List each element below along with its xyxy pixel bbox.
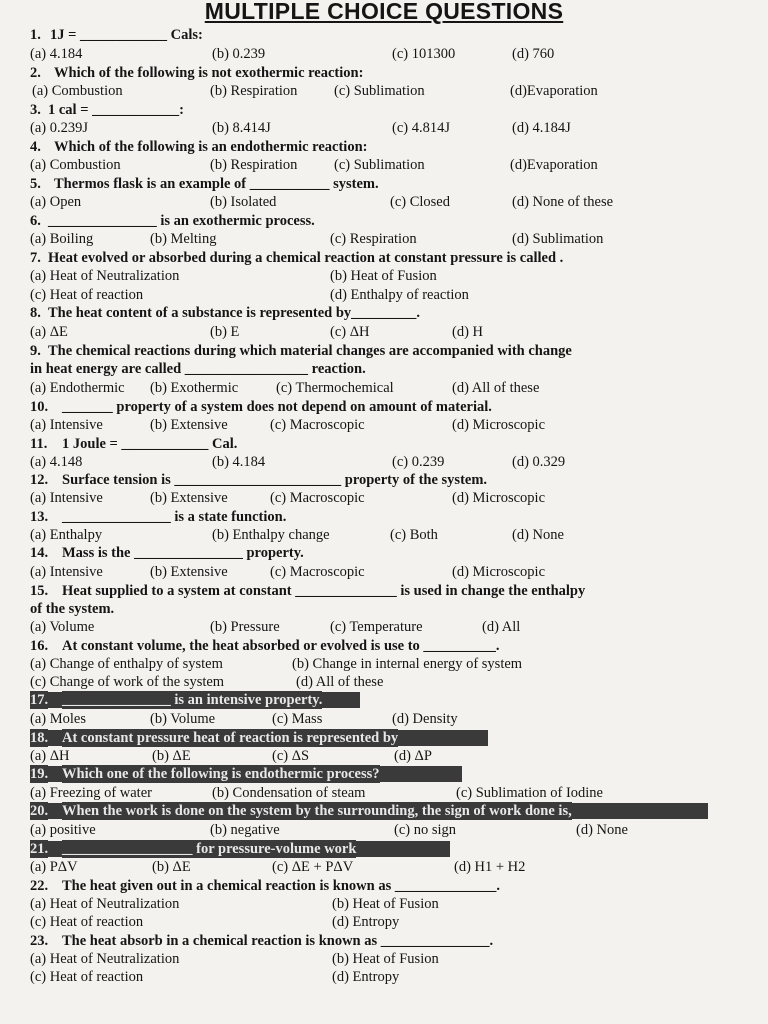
question-number: 10.: [30, 399, 49, 415]
question-number: 11.: [30, 436, 48, 452]
option-b: (b) Heat of Fusion: [332, 896, 439, 912]
question-number: 12.: [30, 472, 49, 488]
option-d: (d) Microscopic: [452, 417, 546, 433]
option-a: (a) PΔV: [30, 859, 78, 875]
question-text: Heat evolved or absorbed during a chemical reaction at constant pressure is called .: [48, 250, 564, 266]
question-7: [0, 249, 768, 267]
option-a: (a) Combustion: [30, 157, 121, 173]
question-text: Mass is the _______________ property.: [62, 545, 304, 561]
question-2: [0, 64, 768, 82]
option-d: (d) Sublimation: [512, 231, 604, 247]
question-text: Surface tension is _______________________ property of the system.: [62, 472, 488, 488]
question-number: 23.: [30, 933, 49, 949]
options-18: [0, 747, 768, 765]
options-22b: [0, 913, 768, 931]
question-number: 8.: [30, 305, 41, 321]
question-text-continued: of the system.: [30, 601, 115, 617]
question-1: [0, 26, 768, 44]
options-7a: [0, 267, 768, 285]
option-c: (c) 101300: [392, 46, 456, 62]
question-16: [0, 637, 768, 655]
question-text: Thermos flask is an example of ___________ system.: [54, 176, 379, 192]
question-text: 1 Joule = ____________ Cal.: [62, 436, 238, 452]
option-d: (d) H1 + H2: [454, 859, 526, 875]
option-c: (c) Heat of reaction: [30, 914, 144, 930]
option-d: (d) None: [576, 822, 628, 838]
question-text: _______________ is an exothermic process.: [48, 213, 315, 229]
question-9-cont: [0, 360, 768, 378]
option-b: (b) negative: [210, 822, 280, 838]
option-d: (d) 760: [512, 46, 555, 62]
question-number: 13.: [30, 509, 49, 525]
question-text: The heat given out in a chemical reaction is known as ______________.: [62, 878, 500, 894]
question-text: Which of the following is an endothermic reaction:: [54, 139, 368, 155]
question-15: [0, 582, 768, 600]
option-b: (b) ΔE: [152, 859, 191, 875]
option-c: (c) Respiration: [330, 231, 417, 247]
options-3: [0, 119, 768, 137]
option-a: (a) ΔE: [30, 324, 68, 340]
option-b: (b) Volume: [150, 711, 216, 727]
option-d: (d) None of these: [512, 194, 614, 210]
question-18: [0, 729, 768, 747]
question-text: When the work is done on the system by the surrounding, the sign of work done is,: [62, 803, 572, 819]
option-d: (d) All of these: [452, 380, 540, 396]
question-text: _______________ is an intensive property.: [62, 692, 323, 708]
option-c: (c) Closed: [390, 194, 450, 210]
options-19: [0, 784, 768, 802]
question-text: Which one of the following is endothermic process?: [62, 766, 380, 782]
question-23: [0, 932, 768, 950]
options-10: [0, 416, 768, 434]
question-text: 1 cal = ____________:: [48, 102, 184, 118]
options-8: [0, 323, 768, 341]
question-number: 6.: [30, 213, 41, 229]
option-c: (c) Sublimation of Iodine: [456, 785, 603, 801]
question-14: [0, 544, 768, 562]
question-text: Which of the following is not exothermic reaction:: [54, 65, 364, 81]
question-text: _______ property of a system does not depend on amount of material.: [62, 399, 492, 415]
option-c: (c) ΔH: [330, 324, 370, 340]
option-d: (d) All: [482, 619, 521, 635]
option-a: (a) 0.239J: [30, 120, 88, 136]
option-c: (c) Mass: [272, 711, 323, 727]
question-20: [0, 802, 768, 820]
options-17: [0, 710, 768, 728]
option-a: (a) Endothermic: [30, 380, 125, 396]
option-b: (b) Enthalpy change: [212, 527, 330, 543]
options-22a: [0, 895, 768, 913]
options-16b: [0, 673, 768, 691]
options-4: [0, 156, 768, 174]
option-b: (b) Change in internal energy of system: [292, 656, 523, 672]
option-a: (a) Change of enthalpy of system: [30, 656, 223, 672]
option-a: (a) Freezing of water: [30, 785, 152, 801]
question-19: [0, 765, 768, 783]
option-b: (b) Respiration: [210, 83, 298, 99]
option-b: (b) Heat of Fusion: [330, 268, 437, 284]
option-c: (c) no sign: [394, 822, 457, 838]
option-a: (a) Open: [30, 194, 82, 210]
question-number: 1.: [30, 27, 41, 43]
question-number: 9.: [30, 343, 41, 359]
option-a: (a) Combustion: [32, 83, 123, 99]
option-c: (c) Macroscopic: [270, 490, 365, 506]
question-text: Heat supplied to a system at constant ______________ is used in change the enthalpy: [62, 583, 586, 599]
options-9: [0, 379, 768, 397]
question-text: At constant volume, the heat absorbed or evolved is use to __________.: [62, 638, 500, 654]
question-3: [0, 101, 768, 119]
option-b: (b) Pressure: [210, 619, 280, 635]
question-number: 14.: [30, 545, 49, 561]
option-a: (a) positive: [30, 822, 96, 838]
question-12: [0, 471, 768, 489]
option-b: (b) Condensation of steam: [212, 785, 366, 801]
question-4: [0, 138, 768, 156]
options-23b: [0, 968, 768, 986]
question-text: 1J = ____________ Cals:: [50, 27, 203, 43]
option-d: (d) H: [452, 324, 484, 340]
option-b: (b) Respiration: [210, 157, 298, 173]
question-text: __________________ for pressure-volume work: [62, 841, 357, 857]
question-13: [0, 508, 768, 526]
option-a: (a) Heat of Neutralization: [30, 268, 180, 284]
option-b: (b) Isolated: [210, 194, 277, 210]
question-number: 22.: [30, 878, 49, 894]
option-d: (d)Evaporation: [510, 157, 598, 173]
option-c: (c) Sublimation: [334, 157, 425, 173]
question-15-cont: [0, 600, 768, 618]
question-8: [0, 304, 768, 322]
option-d: (d) Microscopic: [452, 490, 546, 506]
option-b: (b) ΔE: [152, 748, 191, 764]
option-c: (c) Change of work of the system: [30, 674, 225, 690]
page-title: MULTIPLE CHOICE QUESTIONS: [204, 0, 564, 24]
question-text-continued: in heat energy are called _________________ reaction.: [30, 361, 366, 377]
option-b: (b) Melting: [150, 231, 217, 247]
options-5: [0, 193, 768, 211]
options-6: [0, 230, 768, 248]
options-14: [0, 563, 768, 581]
question-number: 4.: [30, 139, 41, 155]
option-d: (d) Entropy: [332, 969, 400, 985]
option-d: (d) 4.184J: [512, 120, 571, 136]
question-number: 5.: [30, 176, 41, 192]
options-13: [0, 526, 768, 544]
option-a: (a) Volume: [30, 619, 95, 635]
option-c: (c) Temperature: [330, 619, 423, 635]
option-a: (a) Intensive: [30, 564, 103, 580]
question-22: [0, 877, 768, 895]
option-a: (a) 4.184: [30, 46, 83, 62]
option-d: (d) 0.329: [512, 454, 566, 470]
option-c: (c) Both: [390, 527, 438, 543]
question-6: [0, 212, 768, 230]
options-15: [0, 618, 768, 636]
option-d: (d) Microscopic: [452, 564, 546, 580]
options-16a: [0, 655, 768, 673]
option-a: (a) ΔH: [30, 748, 70, 764]
question-number: 17.: [30, 692, 49, 708]
option-b: (b) Extensive: [150, 417, 228, 433]
question-5: [0, 175, 768, 193]
question-text: At constant pressure heat of reaction is represented by: [62, 730, 399, 746]
question-number: 2.: [30, 65, 41, 81]
question-text: The heat content of a substance is represented by_________.: [48, 305, 421, 321]
option-c: (c) 4.814J: [392, 120, 450, 136]
option-c: (c) Heat of reaction: [30, 969, 144, 985]
question-number: 7.: [30, 250, 41, 266]
option-c: (c) ΔS: [272, 748, 310, 764]
question-text: The heat absorb in a chemical reaction is known as _______________.: [62, 933, 494, 949]
question-9: [0, 342, 768, 360]
option-b: (b) Extensive: [150, 490, 228, 506]
option-b: (b) Heat of Fusion: [332, 951, 439, 967]
option-b: (b) Extensive: [150, 564, 228, 580]
question-number: 19.: [30, 766, 49, 782]
option-d: (d) None: [512, 527, 564, 543]
option-d: (d) All of these: [296, 674, 384, 690]
option-d: (d) Enthalpy of reaction: [330, 287, 469, 303]
option-c: (c) ΔE + PΔV: [272, 859, 354, 875]
options-11: [0, 453, 768, 471]
option-b: (b) 4.184: [212, 454, 266, 470]
option-c: (c) Sublimation: [334, 83, 425, 99]
options-20: [0, 821, 768, 839]
option-d: (d) ΔP: [394, 748, 432, 764]
option-a: (a) Enthalpy: [30, 527, 103, 543]
options-12: [0, 489, 768, 507]
option-a: (a) Heat of Neutralization: [30, 951, 180, 967]
option-b: (b) E: [210, 324, 240, 340]
option-d: (d) Density: [392, 711, 458, 727]
question-number: 3.: [30, 102, 41, 118]
option-a: (a) Intensive: [30, 417, 103, 433]
option-a: (a) Heat of Neutralization: [30, 896, 180, 912]
options-2: [0, 82, 768, 100]
option-c: (c) 0.239: [392, 454, 445, 470]
option-c: (c) Macroscopic: [270, 417, 365, 433]
option-b: (b) 8.414J: [212, 120, 271, 136]
option-b: (b) 0.239: [212, 46, 266, 62]
question-number: 16.: [30, 638, 49, 654]
question-10: [0, 398, 768, 416]
option-a: (a) Intensive: [30, 490, 103, 506]
question-number: 18.: [30, 730, 49, 746]
options-1: [0, 45, 768, 63]
question-number: 21.: [30, 841, 49, 857]
options-23a: [0, 950, 768, 968]
question-number: 15.: [30, 583, 49, 599]
question-17: [0, 691, 768, 709]
option-d: (d)Evaporation: [510, 83, 598, 99]
question-number: 20.: [30, 803, 49, 819]
option-c: (c) Heat of reaction: [30, 287, 144, 303]
question-text: The chemical reactions during which material changes are accompanied with change: [48, 343, 572, 359]
option-a: (a) Boiling: [30, 231, 94, 247]
option-d: (d) Entropy: [332, 914, 400, 930]
option-b: (b) Exothermic: [150, 380, 239, 396]
question-text: _______________ is a state function.: [62, 509, 287, 525]
question-21: [0, 840, 768, 858]
option-c: (c) Macroscopic: [270, 564, 365, 580]
option-a: (a) Moles: [30, 711, 86, 727]
question-11: [0, 435, 768, 453]
option-a: (a) 4.148: [30, 454, 83, 470]
options-7b: [0, 286, 768, 304]
options-21: [0, 858, 768, 876]
option-c: (c) Thermochemical: [276, 380, 394, 396]
